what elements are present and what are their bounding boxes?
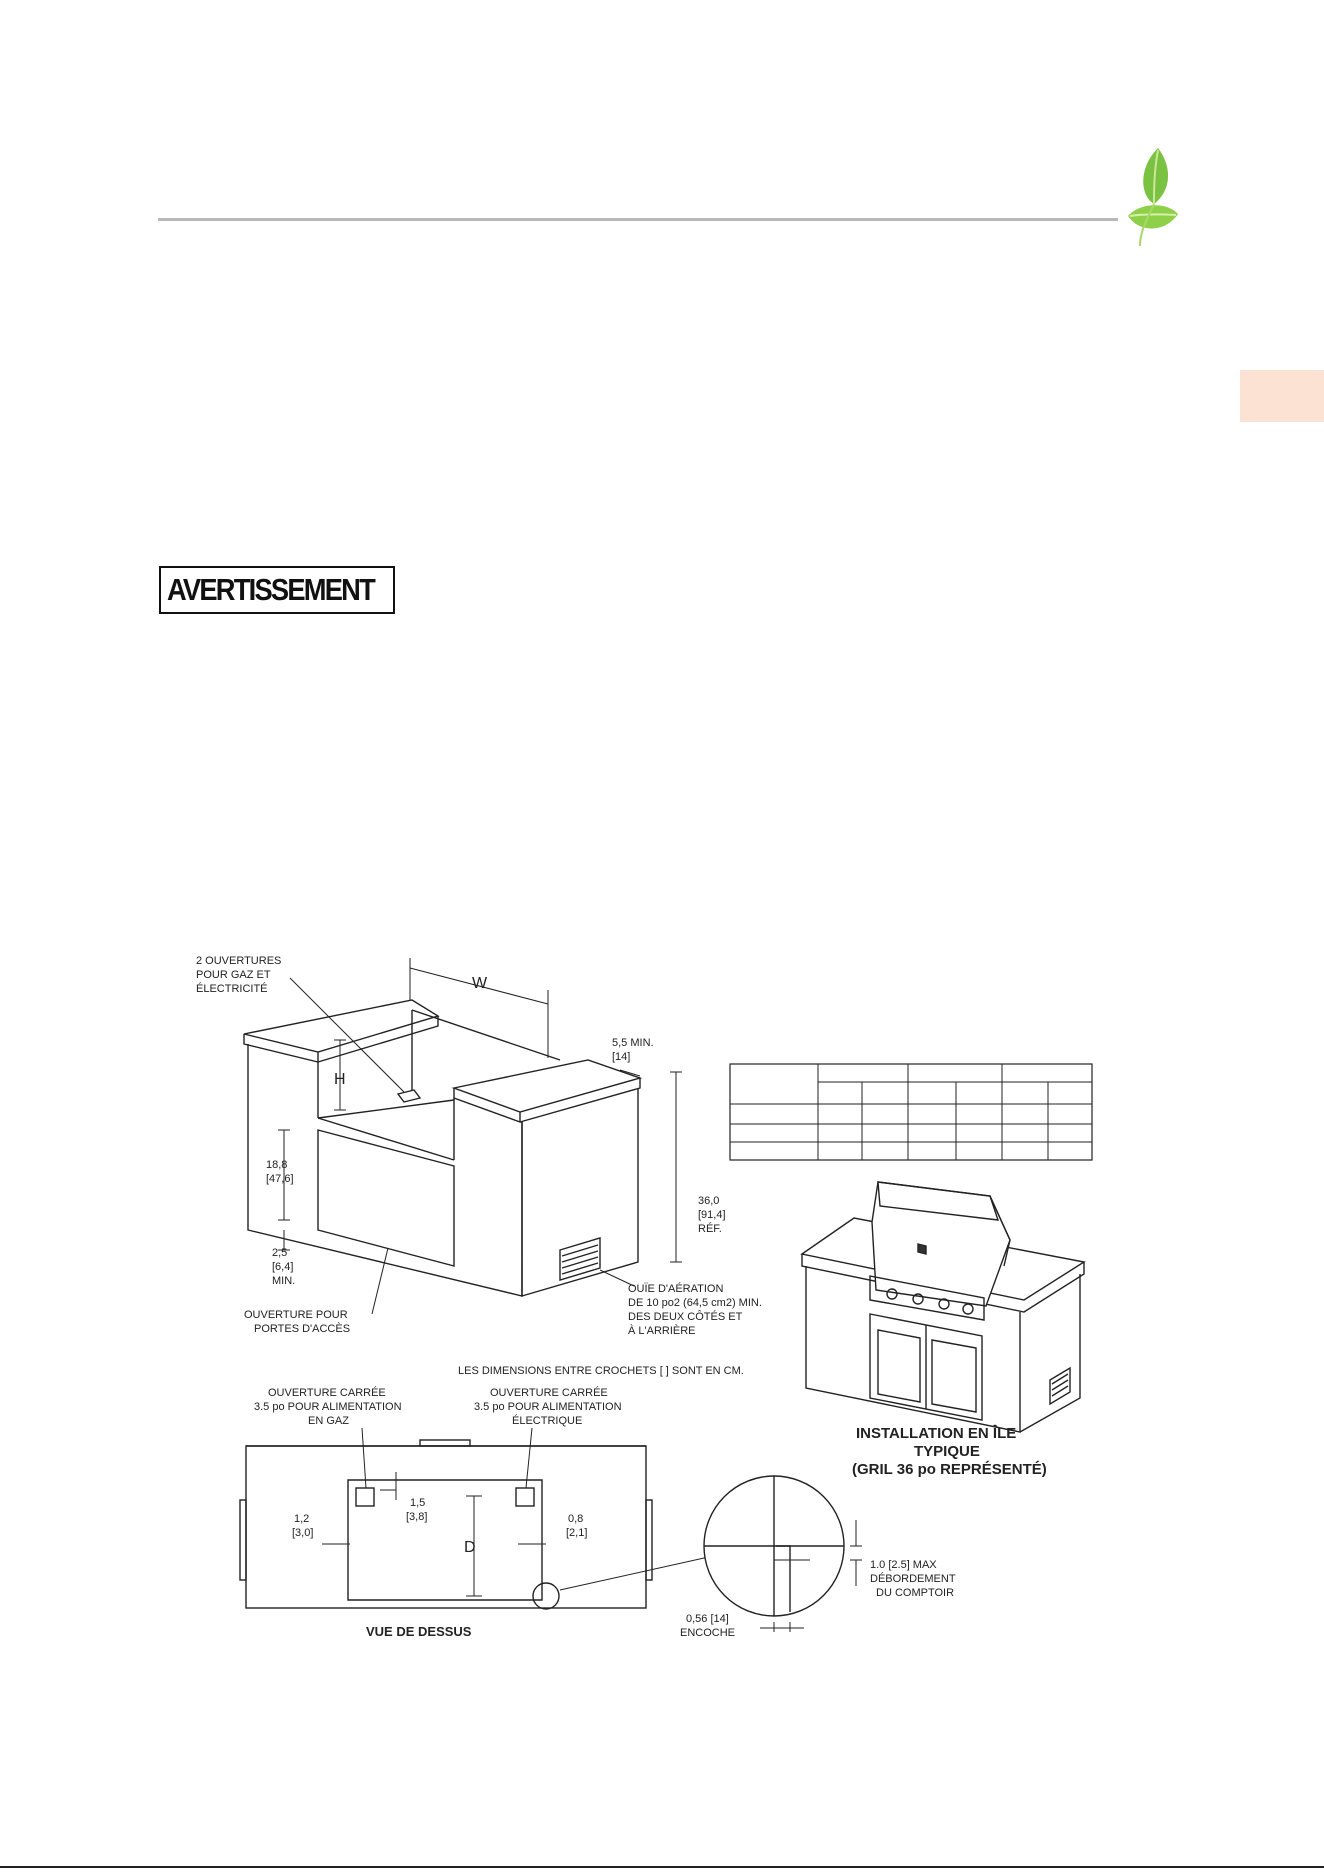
units-note: LES DIMENSIONS ENTRE CROCHETS [ ] SONT EN CM. [458,1365,744,1377]
right-offset-l1: 0,8 [568,1513,584,1525]
rear-clearance-l1: 5,5 MIN. [612,1037,654,1049]
access-doors-l1: OUVERTURE POUR [244,1309,348,1321]
vent-l4: À L'ARRIÈRE [628,1325,696,1337]
base-min-l3: MIN. [272,1275,296,1287]
overhang-l3: DU COMPTOIR [876,1587,955,1599]
overhang-l2: DÉBORDEMENT [870,1573,956,1585]
vent-l1: OUÏE D'AÉRATION [628,1283,724,1295]
warning-label: AVERTISSEMENT [167,572,375,607]
left-offset-l2: [3,0] [292,1527,314,1539]
height-label: H [334,1071,346,1088]
gas-elec-openings-l3: ÉLECTRICITÉ [196,983,268,995]
door-height-l2: [47,6] [266,1173,294,1185]
access-doors-l2: PORTES D'ACCÈS [254,1323,351,1335]
vent-l3: DES DEUX CÔTÉS ET [628,1311,743,1323]
left-offset-l1: 1,2 [294,1513,310,1525]
depth-label: D [464,1539,476,1556]
base-min-l2: [6,4] [272,1261,294,1273]
elec-square-l3: ÉLECTRIQUE [512,1415,583,1427]
gas-elec-openings-l1: 2 OUVERTURES [196,955,282,967]
gas-square-l3: EN GAZ [308,1415,349,1427]
notch-l2: ENCOCHE [680,1627,736,1639]
back-offset-l2: [3,8] [406,1511,428,1523]
base-min-l1: 2,5 [272,1247,288,1259]
vent-l2: DE 10 po2 (64,5 cm2) MIN. [628,1297,762,1309]
gas-square-l2: 3.5 po POUR ALIMENTATION [254,1401,402,1413]
top-view-label: VUE DE DESSUS [366,1624,472,1639]
island-caption-l2: TYPIQUE [914,1443,980,1460]
rear-clearance-l2: [14] [612,1051,631,1063]
footer-rule [0,1866,1324,1868]
gas-square-l1: OUVERTURE CARRÉE [268,1387,386,1399]
elec-square-l1: OUVERTURE CARRÉE [490,1387,608,1399]
back-offset-l1: 1,5 [410,1497,426,1509]
notch-l1: 0,56 [14] [686,1613,729,1625]
width-label: W [472,975,488,992]
counter-height-l2: [91,4] [698,1209,726,1221]
counter-height-l3: RÉF. [698,1223,722,1235]
counter-height-l1: 36,0 [698,1195,720,1207]
island-caption-l1: INSTALLATION EN ÎLE [856,1425,1017,1442]
right-offset-l2: [2,1] [566,1527,588,1539]
elec-square-l2: 3.5 po POUR ALIMENTATION [474,1401,622,1413]
island-caption-l3: (GRIL 36 po REPRÉSENTÉ) [852,1461,1047,1478]
gas-elec-openings-l2: POUR GAZ ET [196,969,271,981]
overhang-l1: 1.0 [2.5] MAX [870,1559,937,1571]
door-height-l1: 18,8 [266,1159,288,1171]
